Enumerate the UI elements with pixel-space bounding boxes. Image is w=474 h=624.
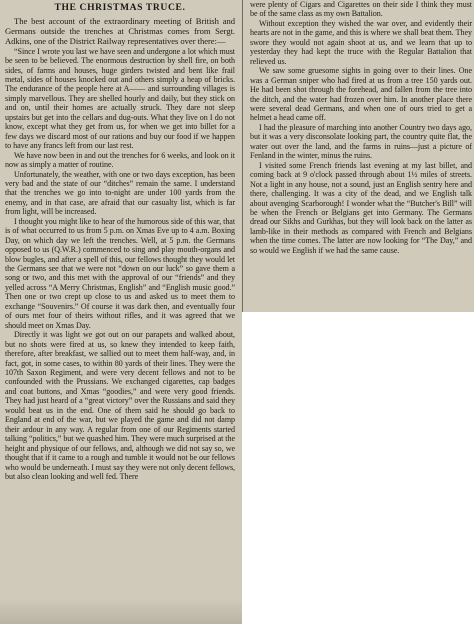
paragraph: I visited some French friends last evening at my last billet, and coming back at 9 o'clock passed through about 1½ miles of streets. Not a light in any house, not a sound, just an English sentry here and there, challenging. It was a city of the dead, and we English talk about avenging Scarborough! I wonder what the “Butcher's Bill” will be when the French or Belgians get into Germany. The Germans dread our Sikhs and Gurkhas, but they will look back on the latter as lamb-like in their methods as compared with French and Belgians when the time comes. The latter are now looking for “The Day,” and so would we English if we had the same cause. <box>250 160 472 255</box>
right-column <box>250 0 472 255</box>
blank-area <box>242 312 474 624</box>
paragraph: Unfortunately, the weather, with one or two days exception, has been very bad and the state of our “ditches” remain the same. I understand that the trenches we go into to-night are under 100 yards from the enemy, and in that case, are afraid that our casualty list, which is far from light, will be increased. <box>5 169 235 217</box>
paragraph: I thought you might like to hear of the humorous side of this war, that is of what occurred to us from 5 p.m. on Xmas Eve up to 4 a.m. Boxing Day, on which day we left the trenches. Well, at 5 p.m. the Germans opposed to us (Q.W.R.) commenced to sing and play mouth-organs and blow bugles, and after a spell of this, our fellows thought they would let the Germans see that we were not “down on our luck” so gave them a song or two, and this met with the approval of our “friends” and they yelled across “A Merry Christmas, English” and “English music good.” Then one or two crept up close to us and asked us to meet them to exchange “Souvenirs.” Of course it was dark then, and eventually four of ours met four of theirs without rifles, and it was agreed that we should meet on Xmas Day. <box>5 216 235 330</box>
paragraph: “Since I wrote you last we have seen and undergone a lot which must be seen to be believed. The enormous destruction by shell fire, on both sides, of farms and houses, huge girders twisted and bent like frail metal, sides of houses knocked out and others simply a heap of bricks. The endurance of the people here at A—— and surrounding villages is simply marvellous. They are shelled hourly and daily, but they stick on and on, until their homes are actually struck. They dare not sleep upstairs but get into the cellars and dug-outs. What they live on I do not know, except what they get from us, for when we get into billet for a few days we discard most of our rations and buy our food if we happen to have any francs left from our last rest. <box>5 46 235 151</box>
paragraph: Without exception they wished the war over, and evidently their hearts are not in the game, and this is where we shall beat them. They swore they would not again shoot at us, and we learn that up to yesterday they had kept the truce with the Regular Battalion that relieved us. <box>250 18 472 66</box>
page-shadow <box>0 598 242 624</box>
paragraph: We saw some gruesome sights in going over to their lines. One was a German sniper who had fired at us from a tree 150 yards out. He had been shot through the forehead, and fallen from the tree into the ditch, and the water had frozen over him. In another place there were several dead Germans, and when one of ours tried to get a helmet a head came off. <box>250 66 472 123</box>
paragraph: I had the pleasure of marching into another Country two days ago, but it was a very disconsolate looking part, the country quite flat, the water out over the land, and the farms in ruins—just a picture of Fenland in the winter, minus the ruins. <box>250 122 472 161</box>
paragraph: We have now been in and out the trenches for 6 weeks, and look on it now as simply a matter of routine. <box>5 150 235 170</box>
paragraph: Directly it was light we got out on our parapets and walked about, but no shots were fired at us, so knew they intended to keep faith, therefore, after breakfast, we sallied out to meet them half-way, and, in fact, got, in some cases, to within 80 yards of their lines. They were the 107th Saxon Regiment, and were very decent fellows and not to be confounded with the Prussians. We exchanged cigarettes, cap badges and coat buttons, and Xmas “goodies,” and were very good friends. They had just heard of a “great victory” over the Russians and said they would beat us in the end. One of them said he should go back to England at end of the war, but we played the game and did not damp their ardour in any way. A regular from one of our Regiments started talking “politics,” but we quashed him. They were much surprised at the height and physique of our fellows, and, although we did not say so, we thought that if it came to a rough and tumble it would not be our fellows who would be underneath. I must say they were not only decent fellows, but also clean looking and well fed. There <box>5 330 235 481</box>
paragraph: The best account of the extraordinary meeting of British and Germans outside the trenches at Christmas comes from Sergt. Adkins, one of the District Railway representatives over there:— <box>5 16 235 47</box>
paragraph: were plenty of Cigars and Cigarettes on their side I think they must be of the same class as my own Battalion. <box>250 0 472 19</box>
article-title: THE CHRISTMAS TRUCE. <box>54 2 186 13</box>
left-column <box>5 2 235 481</box>
